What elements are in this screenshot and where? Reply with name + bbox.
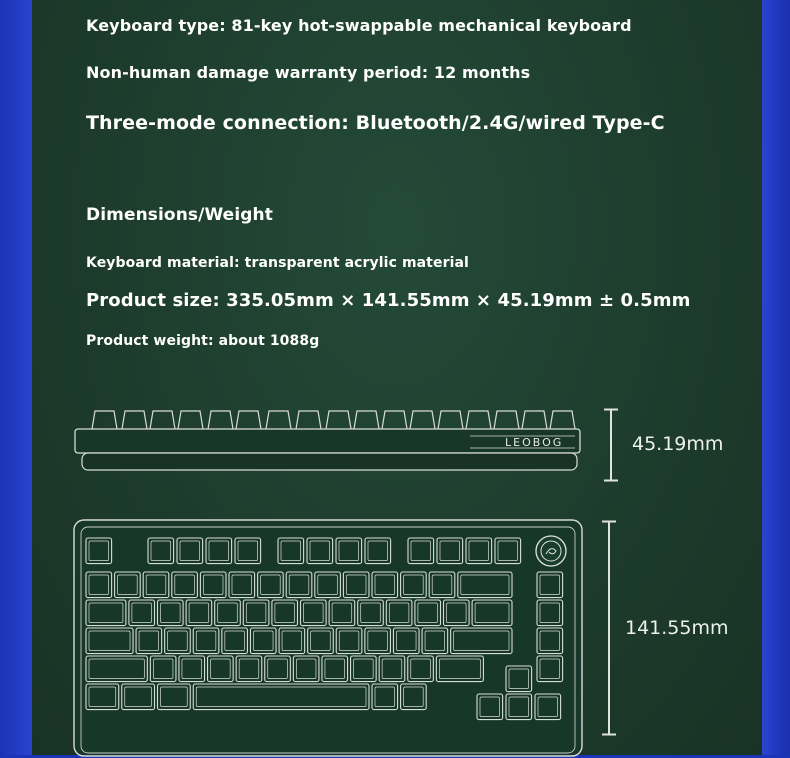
side-keycap (494, 411, 519, 429)
left-blue-border (0, 0, 32, 755)
side-keycap (354, 411, 379, 429)
depth-label: 141.55mm (625, 617, 729, 639)
side-keycap (296, 411, 321, 429)
side-keycap (550, 411, 575, 429)
side-keycap (150, 411, 175, 429)
spec-material: Keyboard material: transparent acrylic material (86, 255, 469, 271)
spec-weight: Product weight: about 1088g (86, 333, 320, 349)
side-keycap (92, 411, 117, 429)
side-keycap (208, 411, 233, 429)
dimensions-heading: Dimensions/Weight (86, 205, 273, 225)
side-keycap (466, 411, 491, 429)
spec-connection: Three-mode connection: Bluetooth/2.4G/wired Type-C (86, 112, 665, 134)
side-keycap (382, 411, 407, 429)
height-dimension-line (601, 408, 621, 482)
side-keycap (326, 411, 351, 429)
side-keycap (522, 411, 547, 429)
keyboard-top-view (72, 518, 592, 758)
spec-warranty: Non-human damage warranty period: 12 months (86, 63, 531, 82)
side-keycap (266, 411, 291, 429)
side-keycap (122, 411, 147, 429)
depth-dimension-line (599, 520, 619, 736)
side-keycap (410, 411, 435, 429)
spec-keyboard-type: Keyboard type: 81-key hot-swappable mechanical keyboard (86, 16, 632, 35)
right-blue-border (762, 0, 790, 755)
brand-logo: LEOBOG (505, 436, 564, 449)
side-keycap (438, 411, 463, 429)
side-keycap (178, 411, 203, 429)
height-label: 45.19mm (632, 433, 724, 455)
side-keycap (236, 411, 261, 429)
spec-size: Product size: 335.05mm × 141.55mm × 45.19mm ± 0.5mm (86, 290, 691, 311)
